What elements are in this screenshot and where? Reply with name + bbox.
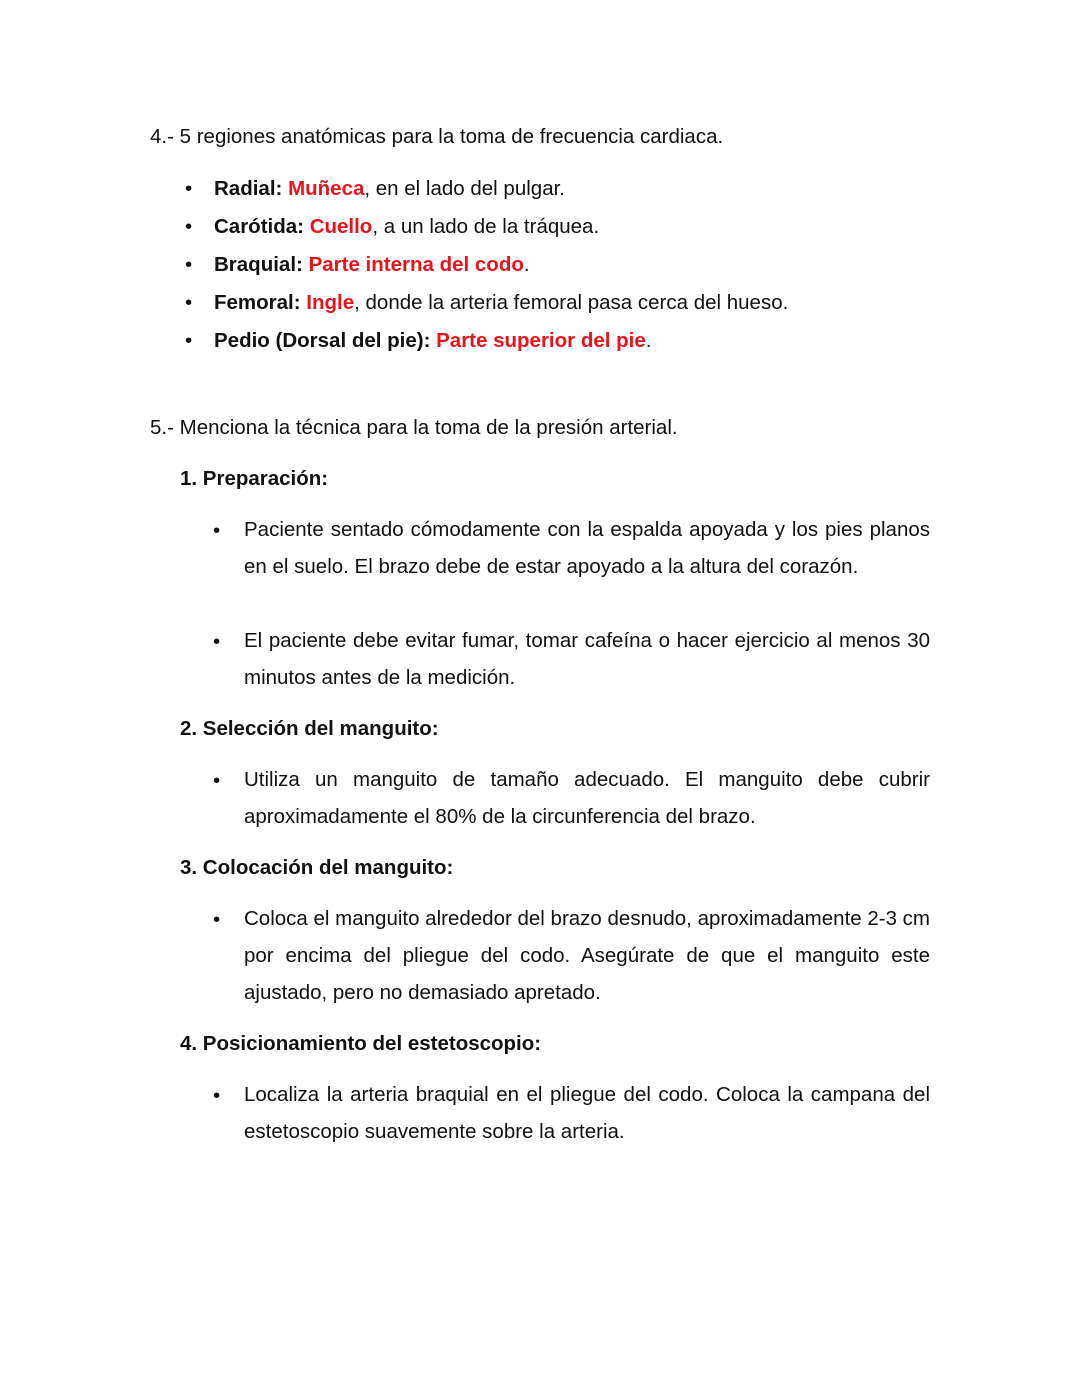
- step-bullet: [213, 761, 930, 835]
- step-heading: 3. Colocación del manguito:: [180, 856, 454, 879]
- item-text: .: [645, 329, 652, 352]
- question-5-title: 5.- Menciona la técnica para la toma de la presión arterial.: [150, 416, 678, 439]
- bullet-icon: •: [213, 630, 221, 653]
- bullet-text: Utiliza un manguito de tamaño adecuado. El manguito debe cubrir aproximadamente el 80% de la circunferencia del brazo.: [244, 768, 930, 828]
- item-text: , donde la arteria femoral pasa cerca del hueso.: [354, 291, 789, 314]
- bullet-icon: •: [213, 1084, 221, 1107]
- bullet-icon: •: [185, 215, 193, 238]
- bullet-text: Coloca el manguito alrededor del brazo desnudo, aproximadamente 2-3 cm por encima del pliegue del codo. Asegúrate de que el manguito este ajustado, pero no demasiado apretado.: [244, 907, 931, 1004]
- bullet-text: El paciente debe evitar fumar, tomar cafeína o hacer ejercicio al menos 30 minutos antes de la medición.: [244, 629, 930, 689]
- item-highlight: Ingle: [306, 291, 355, 314]
- bullet-icon: •: [185, 177, 193, 200]
- item-label: Radial:: [214, 177, 283, 200]
- item-highlight: Cuello: [309, 215, 373, 238]
- bullet-icon: •: [185, 291, 193, 314]
- bullet-icon: •: [213, 519, 221, 542]
- item-text: , en el lado del pulgar.: [364, 177, 565, 200]
- bullet-icon: •: [185, 253, 193, 276]
- item-label: Pedio (Dorsal del pie):: [214, 329, 431, 352]
- step-bullet: [213, 622, 930, 696]
- bullet-text: Localiza la arteria braquial en el pliegue del codo. Coloca la campana del estetoscopio suavemente sobre la arteria.: [244, 1083, 930, 1143]
- step-bullet: [213, 900, 930, 1011]
- step-bullet: [213, 511, 930, 585]
- step-heading: 1. Preparación:: [180, 467, 329, 490]
- item-label: Braquial:: [214, 253, 303, 276]
- step-heading: 2. Selección del manguito:: [180, 717, 439, 740]
- item-highlight: Parte interna del codo: [308, 253, 524, 276]
- item-highlight: Muñeca: [288, 177, 365, 200]
- item-text: .: [523, 253, 530, 276]
- bullet-icon: •: [213, 908, 221, 931]
- item-label: Femoral:: [214, 291, 301, 314]
- item-text: , a un lado de la tráquea.: [372, 215, 600, 238]
- step-heading: 4. Posicionamiento del estetoscopio:: [180, 1032, 542, 1055]
- bullet-text: Paciente sentado cómodamente con la espalda apoyada y los pies planos en el suelo. El brazo debe de estar apoyado a la altura del corazón.: [244, 518, 930, 578]
- bullet-icon: •: [185, 329, 193, 352]
- step-bullet: [213, 1076, 930, 1150]
- item-highlight: Parte superior del pie: [436, 329, 646, 352]
- question-4-title: 4.- 5 regiones anatómicas para la toma de frecuencia cardiaca.: [150, 125, 724, 148]
- item-label: Carótida:: [214, 215, 304, 238]
- bullet-icon: •: [213, 769, 221, 792]
